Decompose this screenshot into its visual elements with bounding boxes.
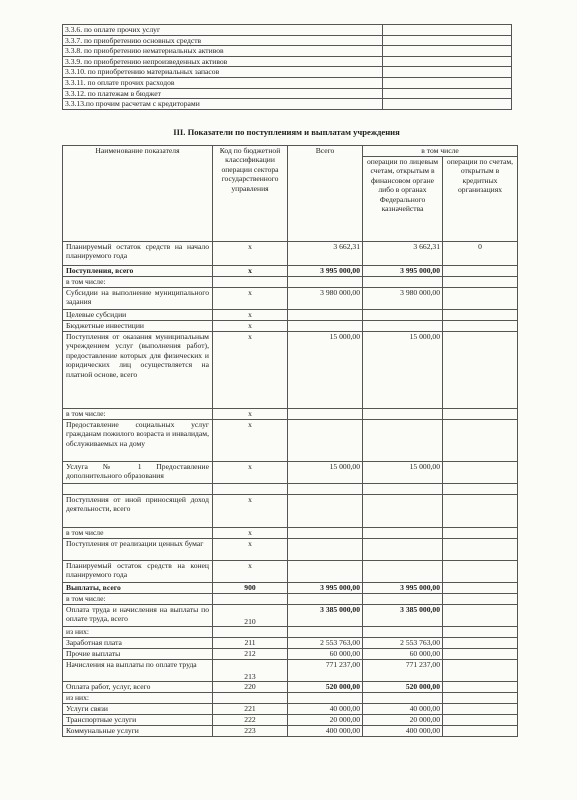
row-total [288,528,363,539]
row-treasury [363,627,443,638]
table-row [63,605,518,627]
row-total [288,539,363,561]
header-name: Наименование показателя [63,146,213,242]
row-total: 3 980 000,00 [288,288,363,310]
row-name: Начисления на выплаты по оплате труда [63,660,213,682]
row-treasury [363,693,443,704]
row-treasury: 3 995 000,00 [363,583,443,594]
row-total: 2 553 763,00 [288,638,363,649]
row-total [288,409,363,420]
table-row [63,332,518,409]
row-total [288,277,363,288]
header-row [63,146,518,157]
row-name: из них: [63,693,213,704]
top-row-label: 3.3.6. по оплате прочих услуг [63,25,383,36]
row-treasury: 3 662,31 [363,242,443,266]
top-row-value [383,56,512,67]
row-total: 3 662,31 [288,242,363,266]
row-code: 212 [213,649,288,660]
row-credit [443,594,518,605]
row-name: в том числе: [63,277,213,288]
table-row [63,594,518,605]
row-name: Поступления от оказания муниципальным учреждением услуг (выполнения работ), предоставление которых для физических и юридических лиц осуществляется на платной основе, всего [63,332,213,409]
row-total: 3 995 000,00 [288,266,363,277]
row-total: 3 995 000,00 [288,583,363,594]
table-row [63,583,518,594]
row-treasury: 3 385 000,00 [363,605,443,627]
row-credit [443,310,518,321]
row-credit [443,288,518,310]
table-row [63,627,518,638]
row-credit [443,583,518,594]
table-row [63,288,518,310]
top-table-row [63,67,512,78]
row-total: 40 000,00 [288,704,363,715]
header-sub2: операции по счетам, открытым в кредитных организациях [443,157,518,242]
top-row-value [383,46,512,57]
row-code: x [213,242,288,266]
row-credit [443,627,518,638]
table-row [63,409,518,420]
top-table-row [63,88,512,99]
row-code: x [213,288,288,310]
row-code: 211 [213,638,288,649]
table-row [63,321,518,332]
top-table-row [63,25,512,36]
table-row [63,638,518,649]
table-row [63,528,518,539]
row-treasury: 771 237,00 [363,660,443,682]
table-row [63,495,518,528]
row-name: Планируемый остаток средств на конец планируемого года [63,561,213,583]
row-code: x [213,266,288,277]
table-row [63,484,518,495]
row-code: x [213,310,288,321]
row-code: 213 [213,660,288,682]
top-table-row [63,46,512,57]
row-code: 222 [213,715,288,726]
header-code: Код по бюджетной классификации операции сектора государственного управления [213,146,288,242]
row-credit [443,605,518,627]
row-name: Прочие выплаты [63,649,213,660]
row-name: в том числе: [63,409,213,420]
row-total: 15 000,00 [288,332,363,409]
row-name [63,484,213,495]
row-treasury: 400 000,00 [363,726,443,737]
row-treasury [363,528,443,539]
row-name: в том числе: [63,594,213,605]
row-total [288,495,363,528]
top-row-value [383,25,512,36]
row-treasury [363,420,443,462]
table-row [63,649,518,660]
row-treasury: 15 000,00 [363,462,443,484]
row-total: 60 000,00 [288,649,363,660]
row-code: x [213,420,288,462]
row-total: 3 385 000,00 [288,605,363,627]
row-name: в том числе [63,528,213,539]
row-name: Субсидии на выполнение муниципального задания [63,288,213,310]
row-code: x [213,409,288,420]
header-sub1: операции по лицевым счетам, открытым в финансовом органе либо в органах Федерального казначейства [363,157,443,242]
row-credit [443,277,518,288]
row-credit [443,420,518,462]
section-title: III. Показатели по поступлениям и выплатам учреждения [173,127,400,137]
row-total [288,693,363,704]
row-code: x [213,495,288,528]
row-total [288,561,363,583]
row-treasury: 40 000,00 [363,704,443,715]
indicators-table [62,145,518,737]
row-credit [443,682,518,693]
row-total [288,627,363,638]
top-table-row [63,56,512,67]
row-credit [443,638,518,649]
row-name: Услуга № 1 Предоставление дополнительного образования [63,462,213,484]
row-code [213,277,288,288]
top-row-label: 3.3.11. по оплате прочих расходов [63,77,383,88]
row-treasury: 15 000,00 [363,332,443,409]
row-total [288,310,363,321]
row-treasury [363,594,443,605]
top-row-label: 3.3.7. по приобретению основных средств [63,35,383,46]
row-code [213,693,288,704]
row-name: Поступления от иной приносящей доход деятельности, всего [63,495,213,528]
top-row-label: 3.3.10. по приобретению материальных запасов [63,67,383,78]
row-credit [443,561,518,583]
row-treasury: 3 980 000,00 [363,288,443,310]
table-row [63,561,518,583]
row-code: x [213,539,288,561]
row-code: 221 [213,704,288,715]
row-total: 520 000,00 [288,682,363,693]
row-credit [443,715,518,726]
row-code [213,484,288,495]
row-total [288,484,363,495]
row-name: Целевые субсидии [63,310,213,321]
top-row-label: 3.3.8. по приобретению нематериальных активов [63,46,383,57]
row-treasury: 60 000,00 [363,649,443,660]
row-treasury: 20 000,00 [363,715,443,726]
row-code: x [213,528,288,539]
header-total: Всего [288,146,363,242]
row-code [213,627,288,638]
table-row [63,682,518,693]
table-row [63,693,518,704]
row-code: 210 [213,605,288,627]
table-row [63,266,518,277]
top-row-value [383,99,512,110]
table-row [63,704,518,715]
top-row-label: 3.3.13.по прочим расчетам с кредиторами [63,99,383,110]
table-row [63,539,518,561]
row-credit [443,528,518,539]
row-code: x [213,332,288,409]
row-total [288,321,363,332]
row-name: Услуги связи [63,704,213,715]
row-total [288,594,363,605]
top-row-value [383,35,512,46]
top-table [62,24,512,110]
row-name: Планируемый остаток средств на начало планируемого года [63,242,213,266]
row-name: Заработная плата [63,638,213,649]
row-treasury: 3 995 000,00 [363,266,443,277]
row-credit [443,484,518,495]
row-credit [443,660,518,682]
row-name: Выплаты, всего [63,583,213,594]
row-credit [443,266,518,277]
row-total: 771 237,00 [288,660,363,682]
row-name: Оплата работ, услуг, всего [63,682,213,693]
row-credit [443,495,518,528]
row-total [288,420,363,462]
top-table-row [63,77,512,88]
row-credit [443,693,518,704]
table-row [63,310,518,321]
row-code: 900 [213,583,288,594]
table-row [63,420,518,462]
row-code: x [213,462,288,484]
row-code: 220 [213,682,288,693]
row-treasury [363,539,443,561]
top-row-label: 3.3.12. по платежам в бюджет [63,88,383,99]
table-row [63,726,518,737]
row-name: Поступления от реализации ценных бумаг [63,539,213,561]
top-row-value [383,88,512,99]
row-name: Транспортные услуги [63,715,213,726]
row-treasury [363,321,443,332]
row-name: Оплата труда и начисления на выплаты по оплате труда, всего [63,605,213,627]
row-credit [443,704,518,715]
row-treasury [363,310,443,321]
row-name: из них: [63,627,213,638]
header-in-that: в том числе [363,146,518,157]
row-name: Поступления, всего [63,266,213,277]
row-code [213,594,288,605]
table-row [63,660,518,682]
row-total: 20 000,00 [288,715,363,726]
row-treasury [363,409,443,420]
row-treasury [363,495,443,528]
row-credit [443,462,518,484]
table-row [63,462,518,484]
row-treasury [363,484,443,495]
top-table-row [63,99,512,110]
row-credit [443,332,518,409]
row-total: 400 000,00 [288,726,363,737]
top-row-value [383,77,512,88]
top-row-label: 3.3.9. по приобретению непроизведенных активов [63,56,383,67]
row-total: 15 000,00 [288,462,363,484]
top-table-row [63,35,512,46]
row-treasury [363,277,443,288]
row-name: Бюджетные инвестиции [63,321,213,332]
row-credit [443,649,518,660]
table-row [63,242,518,266]
row-treasury: 2 553 763,00 [363,638,443,649]
row-credit [443,409,518,420]
row-name: Коммунальные услуги [63,726,213,737]
row-treasury [363,561,443,583]
row-name: Предоставление социальных услуг гражданам пожилого возраста и инвалидам, обслуживаемых на дому [63,420,213,462]
row-credit [443,539,518,561]
row-treasury: 520 000,00 [363,682,443,693]
top-row-value [383,67,512,78]
row-code: x [213,561,288,583]
table-row [63,277,518,288]
row-code: x [213,321,288,332]
table-row [63,715,518,726]
row-credit [443,726,518,737]
row-credit [443,321,518,332]
row-credit: 0 [443,242,518,266]
row-code: 223 [213,726,288,737]
